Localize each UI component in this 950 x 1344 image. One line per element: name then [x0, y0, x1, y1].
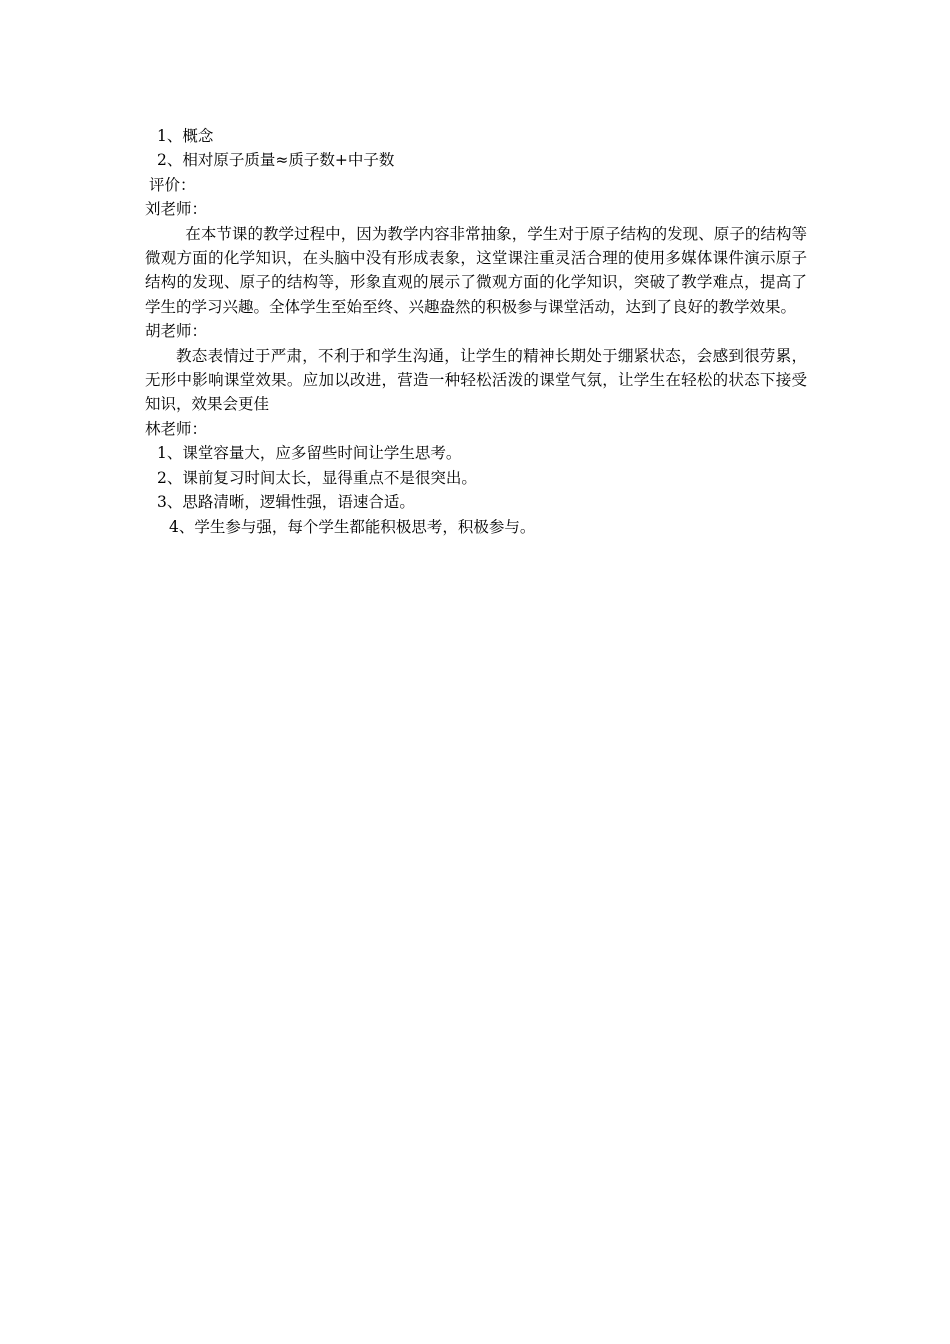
- teacher-name-lin: 林老师：: [145, 419, 208, 438]
- teacher-name-hu: 胡老师：: [145, 322, 208, 341]
- teacher-point-lin: 3、思路清晰，逻辑性强，语速合适。: [157, 493, 415, 512]
- teacher-point-lin: 2、课前复习时间太长，显得重点不是很突出。: [157, 468, 477, 487]
- document-body: [145, 124, 807, 539]
- teacher-comment-liu: 在本节课的教学过程中，因为教学内容非常抽象，学生对于原子结构的发现、原子的结构等微观方面的化学知识，在头脑中没有形成表象，这堂课注重灵活合理的使用多媒体课件演示原子结构的发现、原子的结构等，形象直观的展示了微观方面的化学知识，突破了教学难点，提高了学生的学习兴趣。全体学生至始至终、兴趣盎然的积极参与课堂活动，达到了良好的教学效果。: [145, 224, 807, 316]
- summary-item: 1、概念: [157, 127, 214, 145]
- evaluation-heading: 评价：: [149, 175, 196, 194]
- teacher-comment-hu: 教态表情过于严肃，不利于和学生沟通，让学生的精神长期处于绷紧状态，会感到很劳累，无形中影响课堂效果。应加以改进，营造一种轻松活泼的课堂气氛，让学生在轻松的状态下接受知识，效果会更佳: [145, 346, 807, 414]
- teacher-point-lin: 4、学生参与强，每个学生都能积极思考，积极参与。: [169, 517, 536, 536]
- summary-item: 2、相对原子质量≈质子数+中子数: [157, 151, 395, 170]
- teacher-name-liu: 刘老师：: [145, 200, 208, 219]
- teacher-point-lin: 1、课堂容量大，应多留些时间让学生思考。: [157, 444, 462, 463]
